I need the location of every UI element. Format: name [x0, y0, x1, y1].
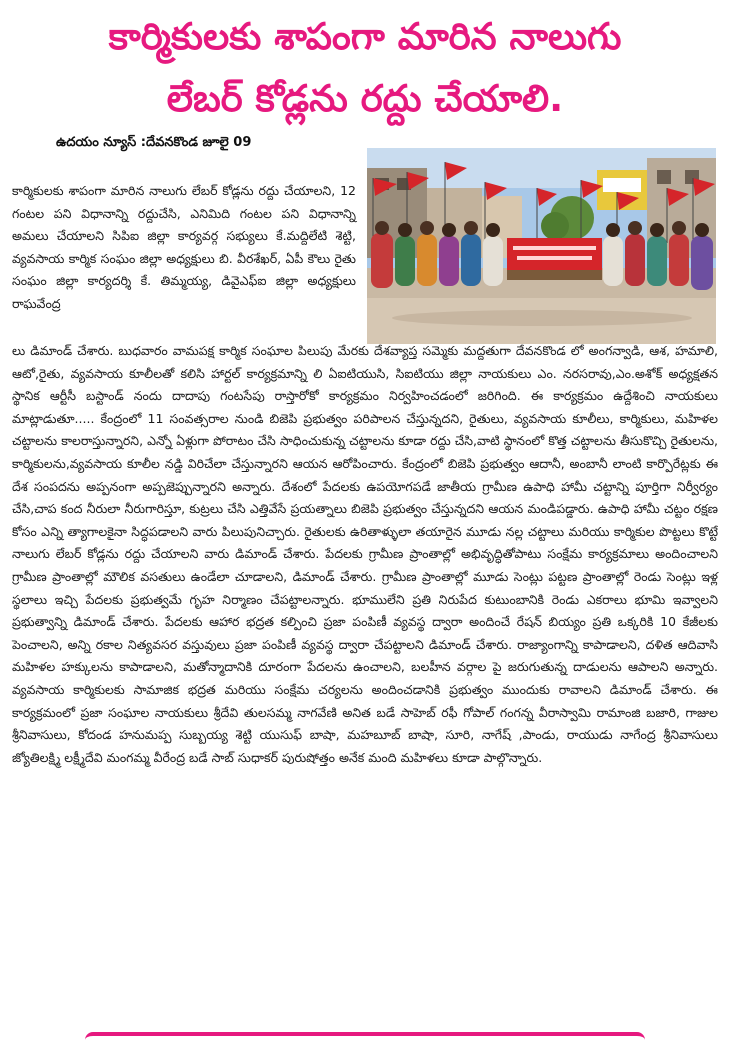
headline-line-1: కార్మికులకు శాపంగా మారిన నాలుగు [108, 15, 622, 58]
article-lead-text: కార్మికులకు శాపంగా మారిన నాలుగు లేబర్ కోడ్లను రద్దు చేయాలని, 12 గంటల పని విధానాన్ని రద్దుచేసి, ఎనిమిది గంటల పని విధానాన్ని అమలు చేయాలని సిపిఐ జిల్లా కార్యవర్గ సభ్యులు కే.మద్దిలేటి శెట్టి, వ్యవసాయ కార్మిక సంఘం జిల్లా అధ్యక్షులు బి. వీరశేఖర్, ఏపీ కౌలు రైతు సంఘం జిల్లా కార్యదర్శి కే. తిమ్మయ్య, డివైఎఫ్ఐ జిల్లా అధ్యక్షులు రాఘవేంద్ర [12, 183, 356, 311]
dateline: ఉదయం న్యూస్ :దేవనకొండ జూలై 09 [56, 135, 252, 150]
headline-line-2: లేబర్ కోడ్లను రద్దు చేయాలి. [166, 77, 564, 120]
article-body-text: లు డిమాండ్ చేశారు. బుధవారం వామపక్ష కార్మిక సంఘాల పిలుపు మేరకు దేశవ్యాప్త సమ్మెకు మద్దతుగా దేవనకొండ లో అంగన్వాడి, ఆశ, హమాలి, ఆటో,రైతు, వ్యవసాయ కూలీలతో కలిసి హార్టల్ కార్యక్రమాన్ని లి ఏఐటియుసి, సిఐటియు జిల్లా నాయకులు ఎం. నరసరావు,ఎం.అశోక్ అధ్యక్షతన స్థానిక ఆర్టీసీ బస్టాండ్ నందు దాదాపు గంటసేపు రాస్తారోకో కార్యక్రమం నిర్వహించడంలో జరిగింది. ఈ కార్యక్రమం ఉద్దేశించి నాయకులు మాట్లాడుతూ..... కేంద్రంలో 11 సంవత్సరాల నుండి బిజెపి ప్రభుత్వం పరిపాలన చేస్తున్నదని, రైతులు, వ్యవసాయ కూలీలు, కార్మికులు, మహిళల చట్టాలను కాలరాస్తున్నారని, ఎన్నో ఏళ్లుగా పోరాటం చేసి సాధించుకున్న చట్టాలను కూడా రద్దు చేసి,వాటి స్థానంలో కొత్త చట్టాలను తీసుకొచ్చి రైతులను, కార్మికులను,వ్యవసాయ కూలీల నడ్డి విరిచేలా చేస్తున్నారని ఆయన ఆరోపించారు. కేంద్రంలో బిజెపి ప్రభుత్వం ఆదానీ, అంబానీ లాంటి కార్పొరేట్లకు ఈ దేశ సంపదను అప్పనంగా అప్పజెప్పున్నారని అన్నారు. దేశంలో పేదలకు ఉపయోగపడే జాతీయ గ్రామీణ ఉపాధి హామీ చట్టాన్ని పూర్తిగా నిర్వీర్యం చేసి,చాప కంద నీరులా నీరుగారిస్తూ, కుట్రలు చేసి ఎత్తివేసే ప్రయత్నాలు బిజెపి ప్రభుత్వం చేస్తున్నదని ఆయన మండిపడ్డారు. ఉపాధి హామీ చట్టం రక్షణ కోసం ఎన్ని త్యాగాలకైనా సిద్ధపడాలని వారు పిలుపునిచ్చారు. రైతులకు ఉరితాళ్ళులా తయారైన మూడు నల్ల చట్టాలు మరియు కార్మికుల పొట్టలు కొట్టే నాలుగు లేబర్ కోడ్లను రద్దు చేయాలని వారు డిమాండ్ చేశారు. పేదలకు గ్రామీణ ప్రాంతాల్లో అభివృద్ధితోపాటు సంక్షేమ కార్యక్రమాలు అందించాలని గ్రామీణ ప్రాంతాల్లో మౌలిక వసతులు ఉండేలా చూడాలని, డిమాండ్ చేశారు. గ్రామీణ ప్రాంతాల్లో మూడు సెంట్లు పట్టణ ప్రాంతాల్లో రెండు సెంట్లు ఇళ్ల స్థలాలు ఇచ్చి పేదలకు ప్రభుత్వమే గృహ నిర్మాణం చేపట్టాలన్నారు. భూములేని ప్రతి నిరుపేద కుటుంబానికి రెండు ఎకరాలు భూమి ఇవ్వాలని ప్రభుత్వాన్ని డిమాండ్ చేశారు. పేదలకు ఆహార భద్రత కల్పించి ప్రజా పంపిణీ వ్యవస్థ ద్వారా అందించే రేషన్ బియ్యం ప్రతి ఒక్కరికి 10 కేజీలకు పెంచాలని, అన్ని రకాల నిత్యవసర వస్తువులు ప్రజా పంపిణీ వ్యవస్థ ద్వారా చేపట్టాలని డిమాండ్ చేశారు. రాజ్యాంగాన్ని కాపాడాలని, దళిత ఆదివాసి మహిళల హక్కులను కాపాడాలని, మతోన్మాదానికి దూరంగా పేదలను ఉంచాలని, బలహీన వర్గాల పై జరుగుతున్న దాడులను ఆపాలని అన్నారు. వ్యవసాయ కార్మికులకు సామాజిక భద్రత మరియు సంక్షేమ చర్యలను అందించడానికి ప్రభుత్వం ముందుకు రావాలని డిమాండ్ చేశారు. ఈ కార్యక్రమంలో ప్రజా సంఘాల నాయకులు శ్రీదేవి తులసమ్మ నాగవేణి అనిత బడే సాహెబ్ రఫీ గోపాల్ గంగన్న వీరాస్వామి రామాంజి బజారి, గాజుల శ్రీనివాసులు, కోదండ హనుమప్ప సుబ్బయ్య శెట్టి యుసుఫ్ బాషా, మహబూబ్ బాషా, సూరి, నాగేష్ ,పాండు, రాయుడు నాగేంద్ర శ్రీనివాసులు జ్యోతిలక్ష్మి లక్ష్మీదేవి మంగమ్మ వీరేంద్ర బడే సాబ్ సుధాకర్ పురుషోత్తం అనేక మంది మహిళలు కూడా పాల్గొన్నారు. [12, 343, 718, 765]
headline [0, 6, 730, 130]
article-lead [12, 180, 356, 316]
next-headline-cut [0, 1032, 730, 1040]
protest-photo [367, 148, 716, 344]
article-body [12, 340, 718, 769]
